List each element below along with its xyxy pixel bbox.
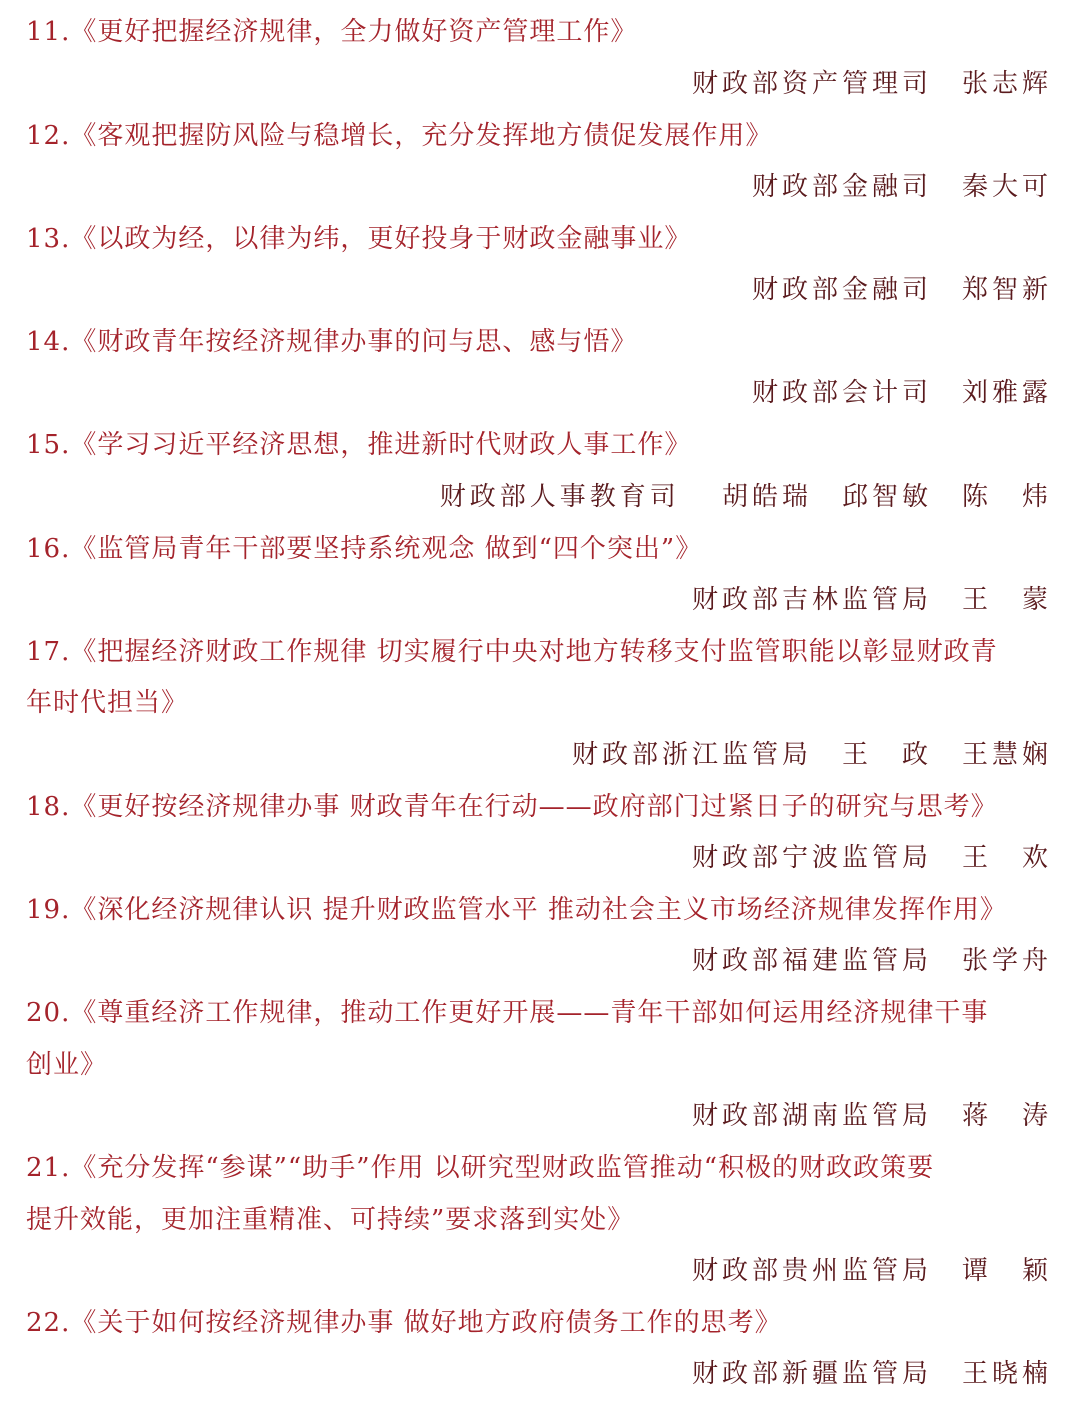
entry-author-21: 财政部贵州监管局 谭 颖 — [691, 1256, 1052, 1286]
entry-author-18: 财政部宁波监管局 王 欢 — [691, 843, 1052, 873]
entry-title-17: 17.《把握经济财政工作规律 切实履行中央对地方转移支付监管职能以彰显财政青 — [26, 637, 998, 667]
entry-title-20: 20.《尊重经济工作规律，推动工作更好开展——青年干部如何运用经济规律干事 — [26, 998, 989, 1028]
entry-author-14: 财政部会计司 刘雅露 — [751, 378, 1052, 408]
entry-title-18: 18.《更好按经济规律办事 财政青年在行动——政府部门过紧日子的研究与思考》 — [26, 792, 998, 822]
entry-title-19: 19.《深化经济规律认识 提升财政监管水平 推动社会主义市场经济规律发挥作用》 — [26, 895, 1007, 925]
entry-author-11: 财政部资产管理司 张志辉 — [691, 69, 1052, 99]
entry-title-12: 12.《客观把握防风险与稳增长，充分发挥地方债促发展作用》 — [26, 121, 773, 151]
entry-title-15: 15.《学习习近平经济思想，推进新时代财政人事工作》 — [26, 430, 692, 460]
entry-author-20: 财政部湖南监管局 蒋 涛 — [691, 1101, 1052, 1131]
entry-title-20-continued: 创业》 — [26, 1050, 108, 1080]
entry-title-21-continued: 提升效能，更加注重精准、可持续”要求落到实处》 — [26, 1205, 635, 1235]
entry-author-22: 财政部新疆监管局 王晓楠 — [691, 1359, 1052, 1389]
entry-author-17: 财政部浙江监管局 王 政 王慧娴 — [571, 740, 1052, 770]
entry-author-15: 财政部人事教育司 胡皓瑞 邱智敏 陈 炜 — [439, 482, 1052, 512]
entry-title-22: 22.《关于如何按经济规律办事 做好地方政府债务工作的思考》 — [26, 1308, 782, 1338]
entry-title-21: 21.《充分发挥“参谋”“助手”作用 以研究型财政监管推动“积极的财政政策要 — [26, 1153, 935, 1183]
entry-title-11: 11.《更好把握经济规律，全力做好资产管理工作》 — [26, 17, 638, 47]
entry-author-13: 财政部金融司 郑智新 — [751, 275, 1052, 305]
entry-title-14: 14.《财政青年按经济规律办事的问与思、感与悟》 — [26, 327, 638, 357]
entry-title-13: 13.《以政为经，以律为纬，更好投身于财政金融事业》 — [26, 224, 692, 254]
entry-author-16: 财政部吉林监管局 王 蒙 — [691, 585, 1052, 615]
entry-author-19: 财政部福建监管局 张学舟 — [691, 946, 1052, 976]
entry-title-17-continued: 年时代担当》 — [26, 688, 189, 718]
entry-author-12: 财政部金融司 秦大可 — [751, 172, 1052, 202]
entry-title-16: 16.《监管局青年干部要坚持系统观念 做到“四个突出”》 — [26, 534, 703, 564]
